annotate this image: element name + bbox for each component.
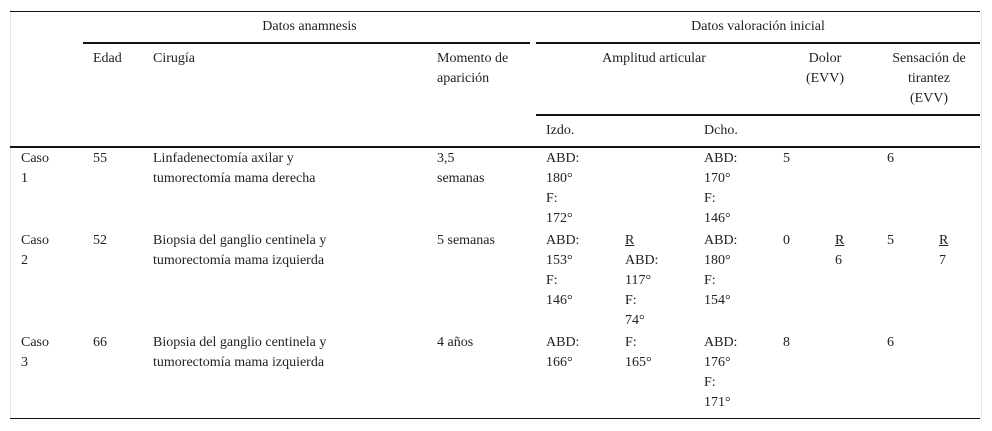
cell-izdo: ABD: — [546, 335, 580, 350]
header-group-anamnesis: Datos anamnesis — [262, 19, 357, 34]
header-dolor-1: Dolor — [808, 51, 842, 66]
cell-izdo-r: 117° — [625, 273, 652, 288]
cell-izdo: ABD: — [546, 151, 580, 166]
cell-edad: 52 — [93, 233, 107, 248]
cell-dcho: 176° — [704, 355, 731, 370]
cell-dolor: 0 — [783, 233, 790, 248]
cell-dcho: 170° — [704, 171, 731, 186]
cell-dcho: F: — [704, 375, 716, 390]
cell-edad: 55 — [93, 151, 107, 166]
header-momento-2: aparición — [437, 71, 490, 86]
bottom-rule — [10, 418, 980, 419]
cell-dcho: 146° — [704, 211, 731, 226]
cell-tirantez: 6 — [887, 151, 894, 166]
cell-dolor: 8 — [783, 335, 790, 350]
cell-dcho: ABD: — [704, 335, 738, 350]
cell-dcho: 180° — [704, 253, 731, 268]
header-momento-1: Momento de — [437, 51, 509, 66]
cell-izdo-r: ABD: — [625, 253, 659, 268]
cell-dcho: F: — [704, 191, 716, 206]
header-dcho: Dcho. — [704, 123, 738, 138]
cell-cirugia: tumorectomía mama izquierda — [153, 253, 325, 268]
cell-izdo: 166° — [546, 355, 573, 370]
cell-tirantez: 5 — [887, 233, 894, 248]
cell-caso: 1 — [21, 171, 28, 186]
cell-dcho: ABD: — [704, 151, 738, 166]
cell-izdo-r: 74° — [625, 313, 645, 328]
top-rule — [10, 11, 980, 12]
cell-dcho: 154° — [704, 293, 731, 308]
cell-cirugia: tumorectomía mama derecha — [153, 171, 316, 186]
anamnesis-group-rule — [83, 42, 530, 44]
header-sensacion-1: Sensación de — [892, 51, 966, 66]
cell-momento: semanas — [437, 171, 485, 186]
cell-momento: 4 años — [437, 335, 474, 350]
cell-izdo-r: 165° — [625, 355, 652, 370]
cell-caso: Caso — [21, 233, 49, 248]
cell-caso: 2 — [21, 253, 28, 268]
header-sensacion-2: tirantez — [908, 71, 950, 86]
header-sensacion-3: (EVV) — [909, 91, 949, 106]
header-group-valoracion: Datos valoración inicial — [691, 19, 825, 34]
cell-caso: 3 — [21, 355, 28, 370]
header-amplitud: Amplitud articular — [602, 51, 706, 66]
cell-tirantez-r-marker: R — [939, 233, 949, 248]
amplitud-rule — [536, 114, 980, 116]
header-izdo: Izdo. — [546, 123, 575, 138]
header-edad: Edad — [93, 51, 122, 66]
cell-cirugia: tumorectomía mama izquierda — [153, 355, 325, 370]
valoracion-group-rule — [536, 42, 980, 44]
cell-cirugia: Biopsia del ganglio centinela y — [153, 335, 327, 350]
cell-izdo-r: F: — [625, 293, 637, 308]
cell-dcho: ABD: — [704, 233, 738, 248]
cell-caso: Caso — [21, 151, 49, 166]
cell-izdo: 180° — [546, 171, 573, 186]
cell-tirantez-r: 7 — [939, 253, 946, 268]
cell-izdo: 153° — [546, 253, 573, 268]
cell-izdo-r-marker: R — [625, 233, 635, 248]
cell-izdo: ABD: — [546, 233, 580, 248]
cell-dcho: F: — [704, 273, 716, 288]
cell-tirantez: 6 — [887, 335, 894, 350]
cell-izdo: 146° — [546, 293, 573, 308]
cell-izdo: F: — [546, 273, 558, 288]
cell-caso: Caso — [21, 335, 49, 350]
cell-izdo-r: F: — [625, 335, 637, 350]
header-dolor-2: (EVV) — [805, 71, 845, 86]
cell-cirugia: Linfadenectomía axilar y — [153, 151, 294, 166]
cell-momento: 5 semanas — [437, 233, 495, 248]
cell-dolor-r-marker: R — [835, 233, 845, 248]
header-bottom-rule — [10, 146, 980, 148]
header-cirugia: Cirugía — [153, 51, 195, 66]
cell-momento: 3,5 — [437, 151, 455, 166]
cell-izdo: 172° — [546, 211, 573, 226]
cell-dolor-r: 6 — [835, 253, 842, 268]
cell-dolor: 5 — [783, 151, 790, 166]
cell-cirugia: Biopsia del ganglio centinela y — [153, 233, 327, 248]
cell-dcho: 171° — [704, 395, 731, 410]
cell-izdo: F: — [546, 191, 558, 206]
cell-edad: 66 — [93, 335, 107, 350]
